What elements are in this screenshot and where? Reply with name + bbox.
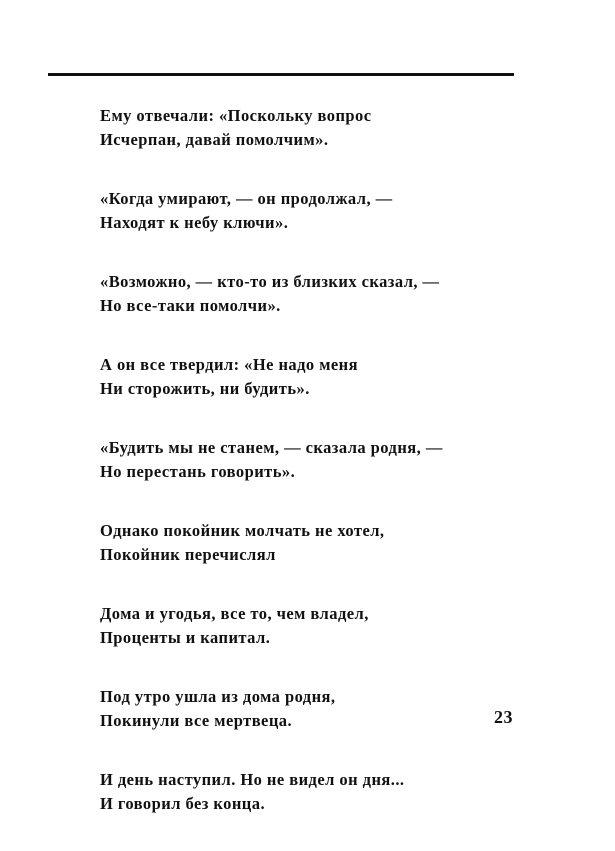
top-rule xyxy=(48,73,514,76)
poem-line: Но перестань говорить». xyxy=(100,462,296,481)
stanza xyxy=(100,436,540,484)
poem-line: Дома и угодья, все то, чем владел, xyxy=(100,604,369,623)
poem-line: Находят к небу ключи». xyxy=(100,213,289,232)
stanza xyxy=(100,187,540,235)
poem-line: «Будить мы не станем, — сказала родня, — xyxy=(100,438,443,457)
poem-line: Покойник перечислял xyxy=(100,545,276,564)
poem-line: И говорил без конца. xyxy=(100,794,266,813)
stanza xyxy=(100,353,540,401)
poem-line: Ему отвечали: «Поскольку вопрос xyxy=(100,106,372,125)
stanza xyxy=(100,685,540,733)
stanza xyxy=(100,768,540,816)
stanza xyxy=(100,104,540,152)
stanza xyxy=(100,602,540,650)
poem-line: «Возможно, — кто-то из близких сказал, — xyxy=(100,272,440,291)
poem-text xyxy=(100,104,540,851)
poem-line: Но все-таки помолчи». xyxy=(100,296,281,315)
poem-line: Исчерпан, давай помолчим». xyxy=(100,130,329,149)
stanza xyxy=(100,519,540,567)
poem-line: Ни сторожить, ни будить». xyxy=(100,379,310,398)
page-number: 23 xyxy=(494,707,513,727)
poem-line: «Когда умирают, — он продолжал, — xyxy=(100,189,393,208)
poem-line: Проценты и капитал. xyxy=(100,628,271,647)
poem-line: Однако покойник молчать не хотел, xyxy=(100,521,385,540)
poem-line: А он все твердил: «Не надо меня xyxy=(100,355,358,374)
poem-line: И день наступил. Но не видел он дня... xyxy=(100,770,405,789)
poem-line: Под утро ушла из дома родня, xyxy=(100,687,336,706)
poem-line: Покинули все мертвеца. xyxy=(100,711,293,730)
stanza xyxy=(100,270,540,318)
